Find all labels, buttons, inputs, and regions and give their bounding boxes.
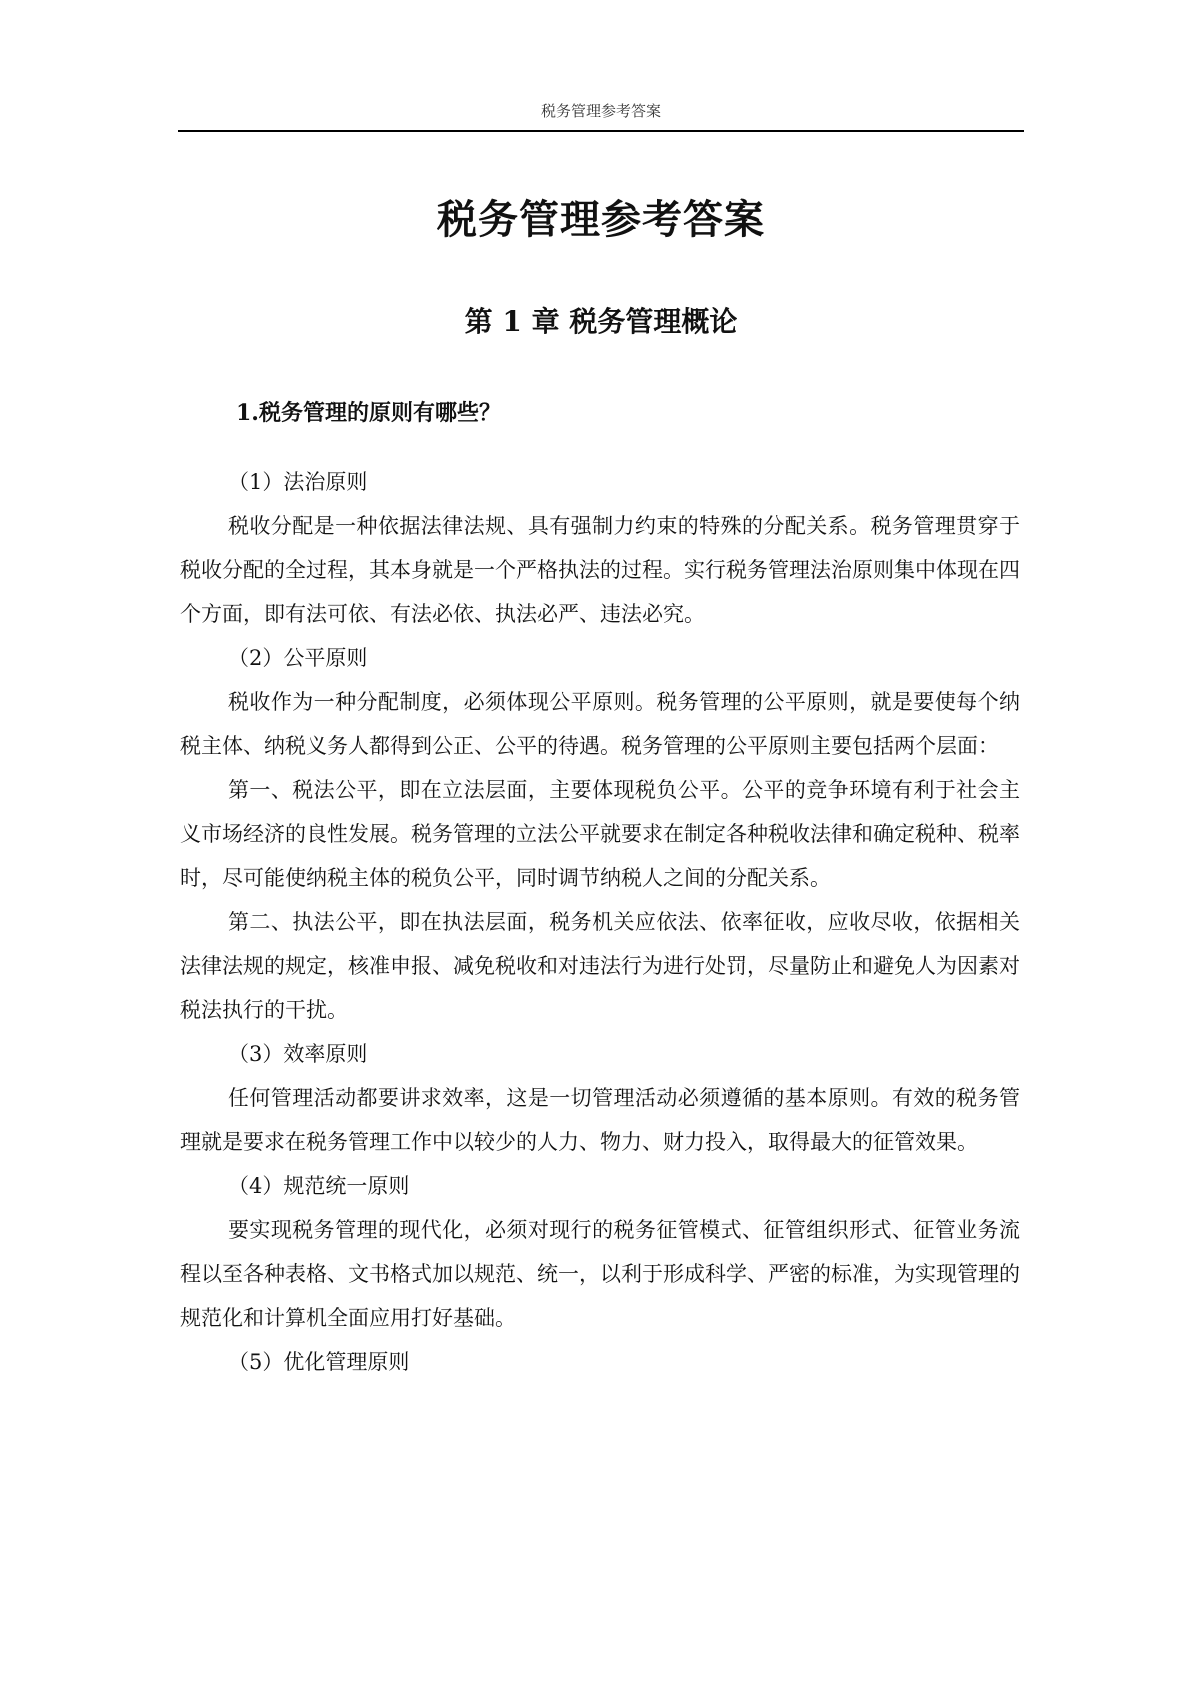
document-body xyxy=(180,460,1020,1384)
section-heading-3: （3）效率原则 xyxy=(228,1042,368,1066)
paragraph: 第二、执法公平，即在执法层面，税务机关应依法、依率征收，应收尽收，依据相关法律法规的规定，核准申报、减免税收和对违法行为进行处罚，尽量防止和避免人为因素对税法执行的干扰。 xyxy=(180,910,1020,1022)
section-heading-4: （4）规范统一原则 xyxy=(228,1174,410,1198)
section-heading-5: （5）优化管理原则 xyxy=(228,1350,410,1374)
question-heading: 1.税务管理的原则有哪些？ xyxy=(236,400,501,426)
paragraph: 要实现税务管理的现代化，必须对现行的税务征管模式、征管组织形式、征管业务流程以至各种表格、文书格式加以规范、统一，以利于形成科学、严密的标准，为实现管理的规范化和计算机全面应用打好基础。 xyxy=(180,1218,1020,1330)
chapter-title: 第 1 章 税务管理概论 xyxy=(464,305,738,338)
section-heading-2: （2）公平原则 xyxy=(228,646,368,670)
paragraph: 税收分配是一种依据法律法规、具有强制力约束的特殊的分配关系。税务管理贯穿于税收分配的全过程，其本身就是一个严格执法的过程。实行税务管理法治原则集中体现在四个方面，即有法可依、有法必依、执法必严、违法必究。 xyxy=(180,514,1020,626)
running-header: 税务管理参考答案 xyxy=(540,102,661,120)
section-heading-1: （1）法治原则 xyxy=(228,470,368,494)
paragraph: 任何管理活动都要讲求效率，这是一切管理活动必须遵循的基本原则。有效的税务管理就是要求在税务管理工作中以较少的人力、物力、财力投入，取得最大的征管效果。 xyxy=(180,1086,1020,1154)
header-divider xyxy=(178,130,1024,132)
paragraph: 第一、税法公平，即在立法层面，主要体现税负公平。公平的竞争环境有利于社会主义市场经济的良性发展。税务管理的立法公平就要求在制定各种税收法律和确定税种、税率时，尽可能使纳税主体的税负公平，同时调节纳税人之间的分配关系。 xyxy=(180,778,1020,890)
document-title: 税务管理参考答案 xyxy=(437,196,765,243)
paragraph: 税收作为一种分配制度，必须体现公平原则。税务管理的公平原则，就是要使每个纳税主体、纳税义务人都得到公正、公平的待遇。税务管理的公平原则主要包括两个层面： xyxy=(180,690,1020,758)
